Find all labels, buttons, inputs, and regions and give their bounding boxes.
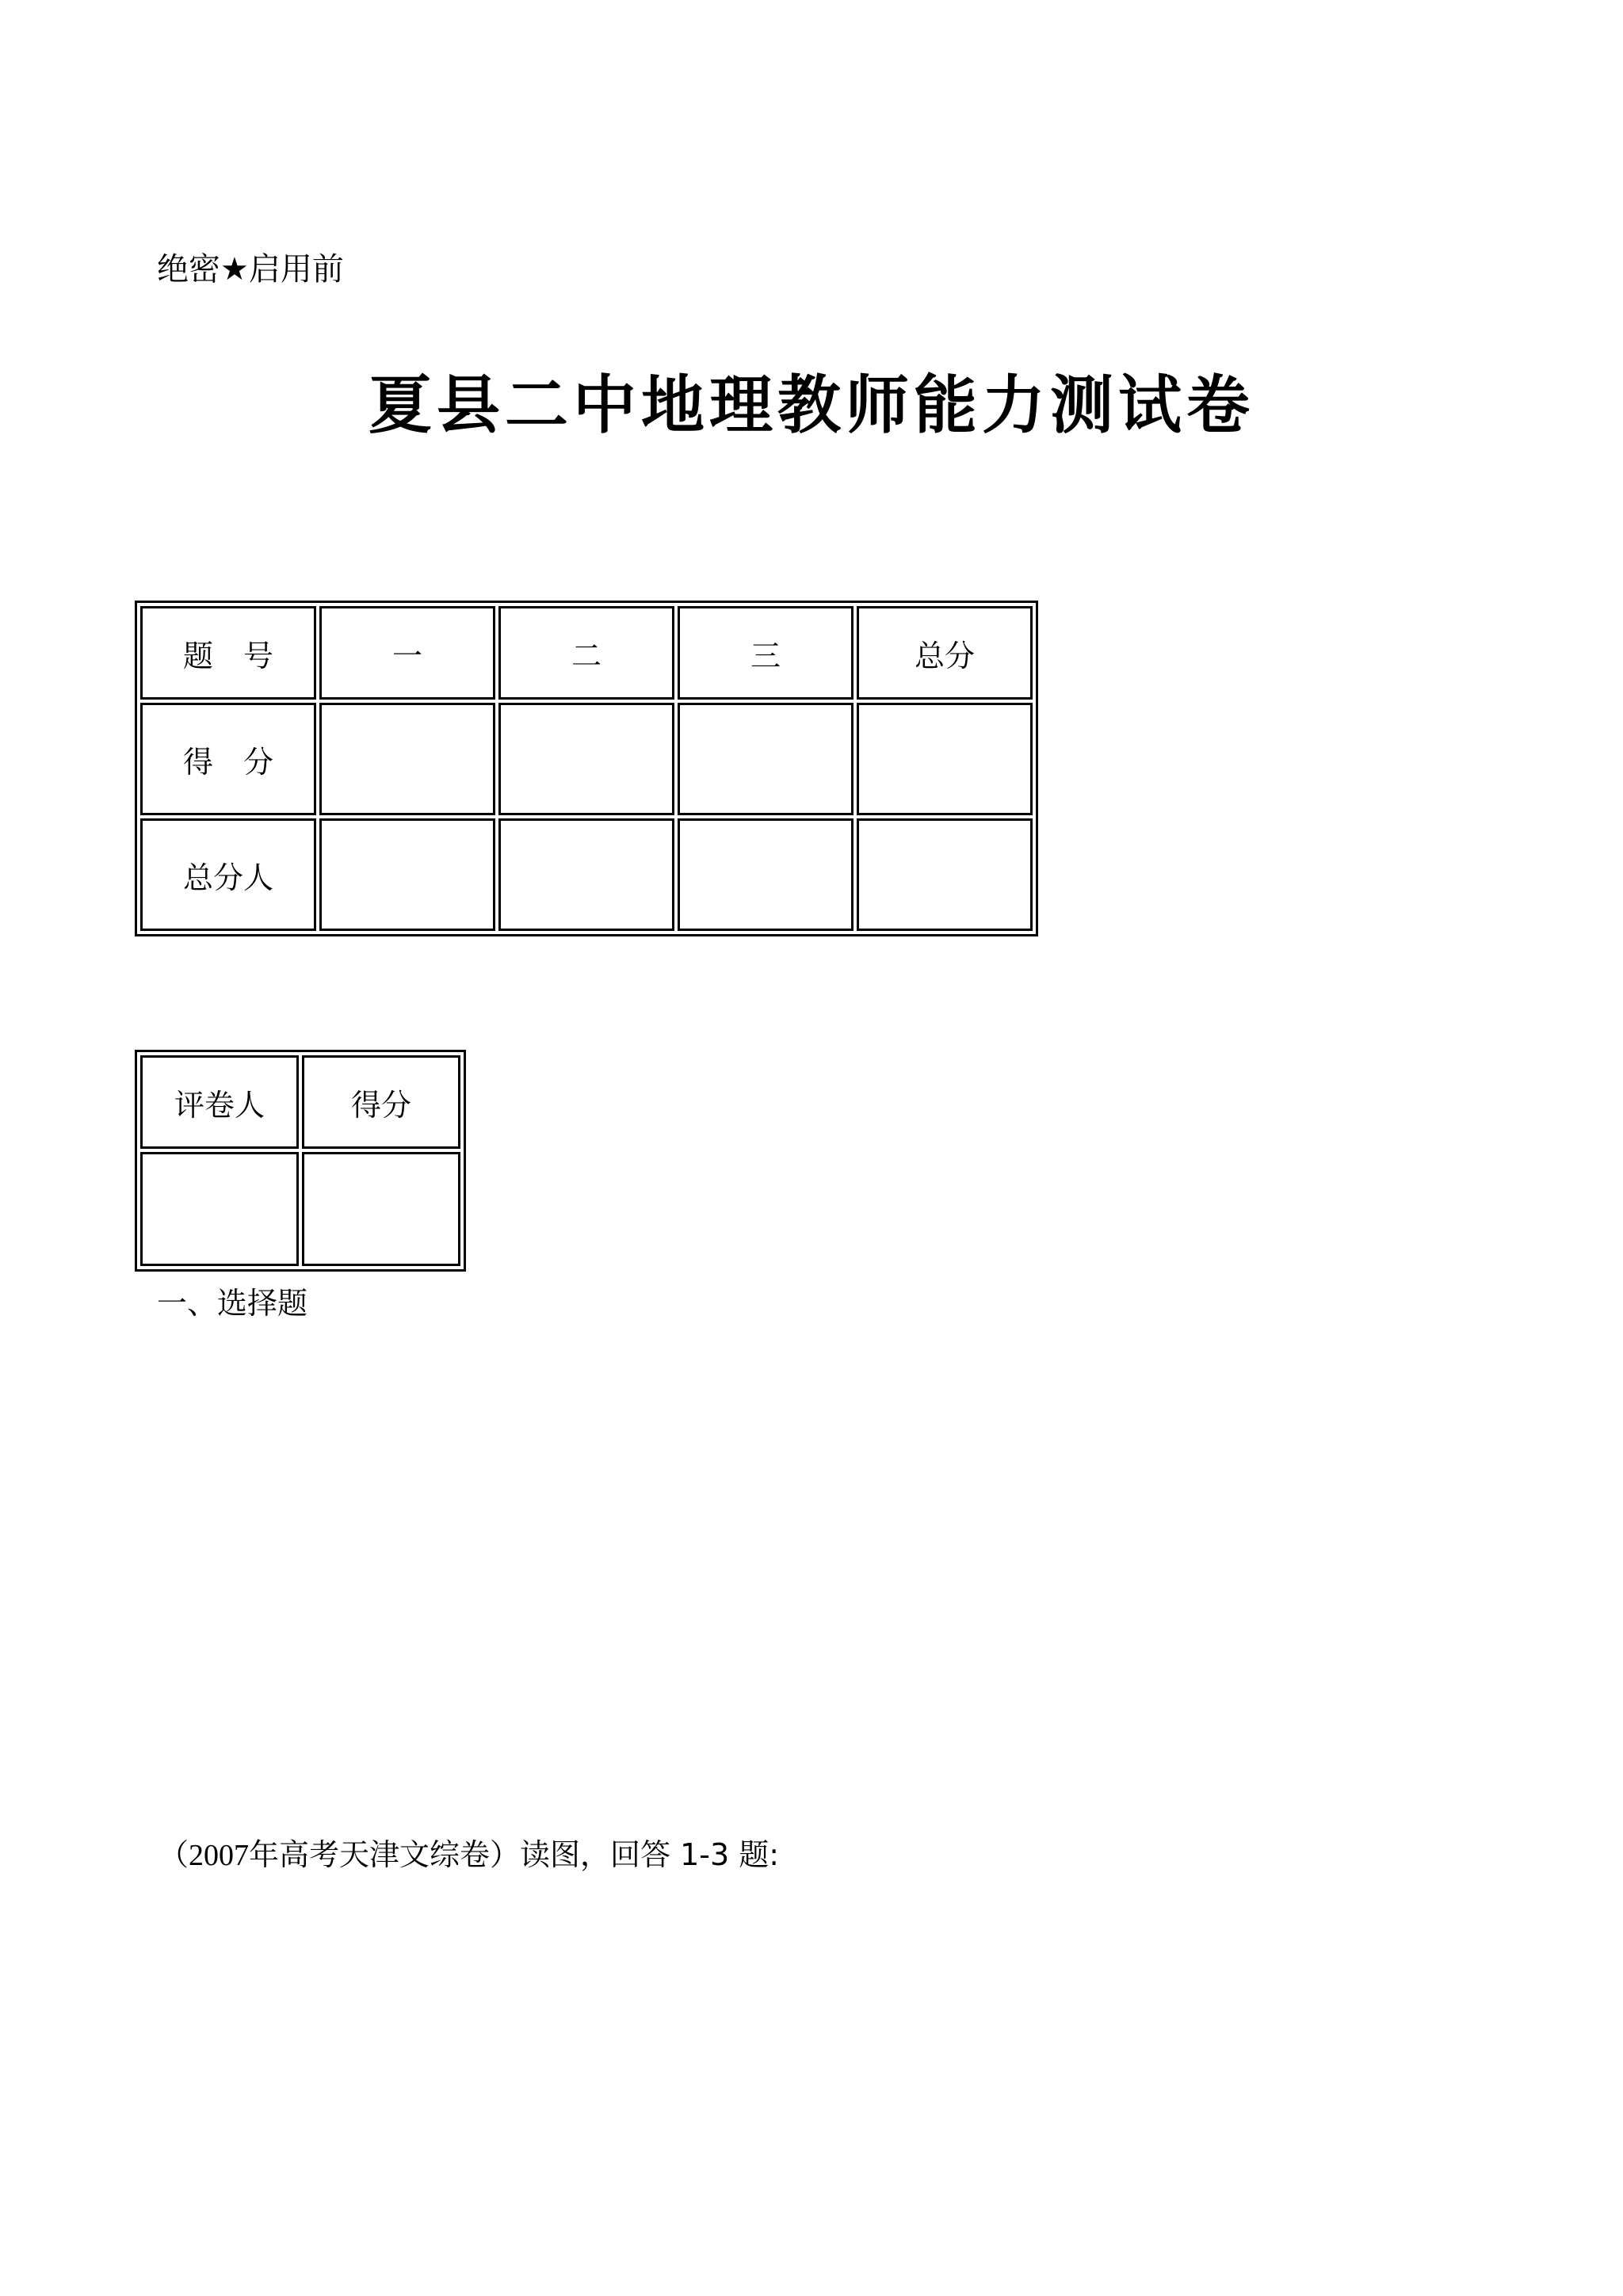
score-row-label: 得 分: [140, 703, 316, 815]
tallier-row-label: 总分人: [140, 818, 316, 931]
total-score-header: 总分: [857, 606, 1033, 700]
grader-label: 评卷人: [140, 1055, 299, 1149]
grader-table: [135, 1050, 466, 1272]
question-intro: [158, 1833, 779, 1877]
question-year: 2007: [189, 1839, 250, 1872]
section-3-header: 三: [678, 606, 854, 700]
section-1-header: 一: [319, 606, 495, 700]
question-number-label: 题 号: [140, 606, 316, 700]
score-summary-table: [135, 601, 1038, 936]
grader-score-cell: [302, 1152, 460, 1266]
tallier-cell: [319, 818, 495, 931]
score-cell: [319, 703, 495, 815]
confidential-mark: 绝密★启用前: [157, 251, 344, 288]
score-cell: [678, 703, 854, 815]
tallier-cell: [498, 818, 674, 931]
question-intro-text: 年高考天津文综卷）读图，回答 1-3 题:: [249, 1837, 780, 1872]
page-title: 夏县二中地理教师能力测试卷: [369, 368, 1254, 442]
grader-table-blank-row: [140, 1152, 460, 1266]
score-table-header-row: [140, 606, 1033, 700]
grader-table-header-row: [140, 1055, 460, 1149]
grader-cell: [140, 1152, 299, 1266]
score-cell: [498, 703, 674, 815]
grader-score-label: 得分: [302, 1055, 460, 1149]
tallier-row: [140, 818, 1033, 931]
section-heading: 一、选择题: [157, 1286, 308, 1321]
section-2-header: 二: [498, 606, 674, 700]
question-intro-prefix: （: [158, 1837, 189, 1872]
tallier-cell: [678, 818, 854, 931]
score-row: [140, 703, 1033, 815]
tallier-cell: [857, 818, 1033, 931]
score-cell: [857, 703, 1033, 815]
